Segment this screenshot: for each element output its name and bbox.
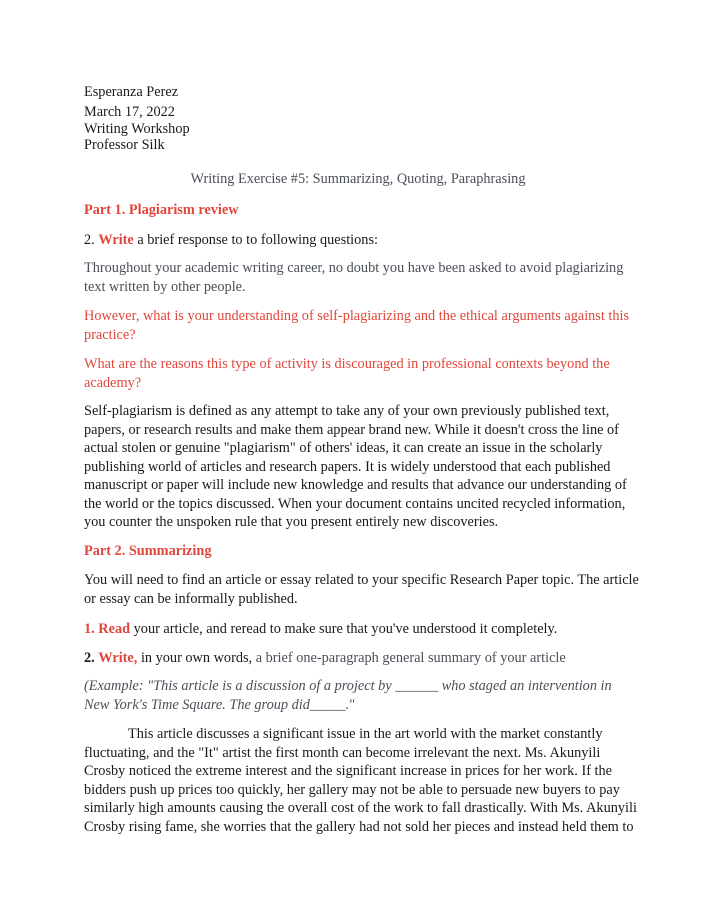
summary-line: This article discusses a significant issue in the art world with the market constantly (128, 726, 603, 742)
part2-intro-line: or essay can be informally published. (84, 590, 298, 607)
summary-paragraph (84, 725, 637, 836)
answer-line: the world or the topics discussed. When your document contains uncited recycled information, (84, 495, 626, 512)
question-2 (84, 355, 632, 392)
example-prefix: (Example: " (84, 678, 154, 694)
answer-paragraph (84, 402, 632, 532)
example-italic: This article is a discussion of a project by ______ who staged an intervention in (153, 678, 612, 694)
part2-heading: Part 2. Summarizing (84, 543, 212, 559)
example-text (84, 677, 632, 714)
example-suffix: " (349, 696, 356, 713)
part1-instruction (84, 231, 378, 249)
question-2-line: What are the reasons this type of activity is discouraged in professional contexts beyond the (84, 356, 610, 372)
question-2-line: academy? (84, 374, 142, 391)
step-2-mid: in your own words, (140, 650, 253, 666)
question-1 (84, 307, 632, 344)
summary-line: similarly high amounts causing the overall cost of the work to fall drastically. With Ms. Akunyili (84, 800, 637, 816)
summary-line: fluctuating, and the "It" artist the first month can become irrelevant the next. Ms. Akunyili (84, 744, 601, 761)
part2-intro-line: You will need to find an article or essay related to your specific Research Paper topic. The article (84, 572, 639, 588)
answer-line: publishing world of articles and research papers. It is widely understood that each published (84, 458, 611, 475)
instruction-verb: Write (98, 232, 134, 248)
step-2-number: 2. (84, 650, 95, 666)
question-1-line: However, what is your understanding of self-plagiarizing and the ethical arguments against this (84, 308, 630, 324)
summary-line: Crosby rising fame, she worries that the gallery had not sold her pieces and instead held them to (84, 818, 634, 835)
step-2-text: a brief one-paragraph general summary of your article (255, 650, 566, 666)
part1-heading: Part 1. Plagiarism review (84, 202, 239, 218)
professor-name: Professor Silk (84, 137, 165, 153)
question-intro-line: text written by other people. (84, 278, 246, 295)
step-2-verb: Write, (98, 650, 138, 666)
answer-line: papers, or research results and make them appear brand new. While it doesn't cross the line of (84, 421, 619, 438)
summary-line: Crosby noticed the extreme interest and the significant increase in prices for her work. If the (84, 763, 613, 779)
document-title: Writing Exercise #5: Summarizing, Quoting, Paraphrasing (190, 171, 526, 187)
question-1-line: practice? (84, 326, 136, 343)
example-line (84, 696, 632, 715)
author-name: Esperanza Perez (84, 84, 179, 100)
example-line (84, 677, 632, 696)
example-italic: New York's Time Square. The group did_____. (84, 696, 350, 713)
step-2 (84, 649, 566, 667)
summary-line: bidders push up prices too quickly, her gallery may not be able to persuade new buyers to pay (84, 781, 620, 798)
part2-intro (84, 571, 639, 608)
step-1 (84, 620, 557, 638)
date: March 17, 2022 (84, 104, 175, 120)
step-1-text: your article, and reread to make sure that you've understood it completely. (133, 621, 558, 637)
question-intro-line: Throughout your academic writing career, no doubt you have been asked to avoid plagiarizing (84, 260, 624, 276)
answer-line: manuscript or paper will include new knowledge and results that advance our understanding of (84, 477, 627, 493)
answer-line: Self-plagiarism is defined as any attempt to take any of your own previously published text, (84, 403, 610, 419)
instruction-number: 2. (84, 232, 95, 248)
question-intro (84, 259, 632, 296)
instruction-text: a brief response to to following questions: (137, 232, 378, 248)
course-name: Writing Workshop (84, 121, 190, 137)
answer-line: actual stolen or genuine "plagiarism" of others' ideas, it can create an issue in the scholarly (84, 440, 603, 456)
step-1-label: 1. Read (84, 621, 131, 637)
answer-line: you counter the unspoken rule that you present entirely new discoveries. (84, 514, 499, 530)
